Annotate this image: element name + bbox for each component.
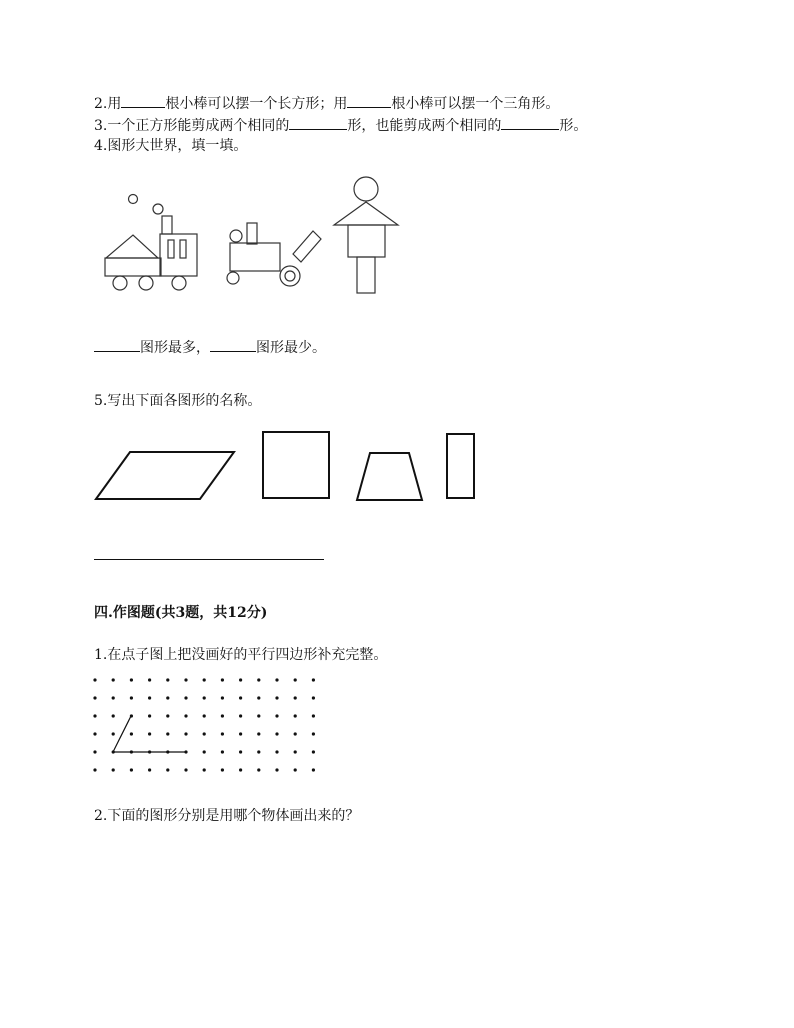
grid-dot[interactable] bbox=[166, 732, 169, 735]
grid-dot[interactable] bbox=[239, 696, 242, 699]
q2-prefix: 2.用 bbox=[94, 96, 122, 112]
grid-dot[interactable] bbox=[294, 714, 297, 717]
grid-dot[interactable] bbox=[203, 732, 206, 735]
grid-dot[interactable] bbox=[312, 696, 315, 699]
grid-dot[interactable] bbox=[275, 696, 278, 699]
grid-dot[interactable] bbox=[203, 696, 206, 699]
grid-dot[interactable] bbox=[257, 696, 260, 699]
grid-dot[interactable] bbox=[130, 696, 133, 699]
grid-dot[interactable] bbox=[294, 768, 297, 771]
grid-dot[interactable] bbox=[239, 768, 242, 771]
grid-dot[interactable] bbox=[312, 768, 315, 771]
grid-dot[interactable] bbox=[239, 678, 242, 681]
grid-dot[interactable] bbox=[221, 696, 224, 699]
grid-dot[interactable] bbox=[275, 714, 278, 717]
q3-prefix: 3.一个正方形能剪成两个相同的 bbox=[94, 118, 290, 134]
grid-dot[interactable] bbox=[148, 714, 151, 717]
grid-dot[interactable] bbox=[93, 678, 96, 681]
section-4-question-1: 1.在点子图上把没画好的平行四边形补充完整。 bbox=[94, 647, 388, 663]
parallelogram-side-slanted bbox=[113, 716, 131, 752]
grid-dot[interactable] bbox=[148, 768, 151, 771]
grid-dot[interactable] bbox=[93, 714, 96, 717]
question-5-title: 5.写出下面各图形的名称。 bbox=[94, 393, 262, 409]
grid-dot[interactable] bbox=[221, 714, 224, 717]
grid-dot[interactable] bbox=[294, 696, 297, 699]
grid-dot[interactable] bbox=[239, 714, 242, 717]
grid-dot[interactable] bbox=[184, 768, 187, 771]
grid-dot[interactable] bbox=[257, 714, 260, 717]
grid-dot[interactable] bbox=[184, 732, 187, 735]
grid-dot[interactable] bbox=[166, 696, 169, 699]
grid-dot[interactable] bbox=[275, 732, 278, 735]
q3-mid: 形，也能剪成两个相同的 bbox=[347, 118, 502, 134]
grid-dot[interactable] bbox=[112, 732, 115, 735]
grid-dot[interactable] bbox=[93, 768, 96, 771]
grid-dot[interactable] bbox=[221, 678, 224, 681]
grid-dot[interactable] bbox=[148, 732, 151, 735]
grid-dot[interactable] bbox=[148, 696, 151, 699]
grid-dot[interactable] bbox=[93, 696, 96, 699]
grid-dot[interactable] bbox=[257, 678, 260, 681]
grid-dot[interactable] bbox=[166, 714, 169, 717]
grid-dot[interactable] bbox=[184, 696, 187, 699]
grid-dot[interactable] bbox=[203, 768, 206, 771]
grid-dot[interactable] bbox=[93, 750, 96, 753]
grid-dot[interactable] bbox=[112, 678, 115, 681]
grid-dot[interactable] bbox=[221, 750, 224, 753]
grid-dot[interactable] bbox=[257, 768, 260, 771]
q2-mid: 根小棒可以摆一个长方形；用 bbox=[165, 96, 348, 112]
grid-dot[interactable] bbox=[184, 678, 187, 681]
grid-dot[interactable] bbox=[166, 678, 169, 681]
grid-dot[interactable] bbox=[294, 750, 297, 753]
grid-dot[interactable] bbox=[148, 678, 151, 681]
grid-dot[interactable] bbox=[294, 732, 297, 735]
grid-dot[interactable] bbox=[312, 732, 315, 735]
grid-dot[interactable] bbox=[112, 714, 115, 717]
q2-suffix: 根小棒可以摆一个三角形。 bbox=[391, 96, 560, 112]
grid-dot[interactable] bbox=[312, 678, 315, 681]
grid-dot[interactable] bbox=[239, 750, 242, 753]
q3-suffix: 形。 bbox=[559, 118, 588, 134]
q4-answer-suffix: 图形最少。 bbox=[256, 340, 326, 356]
question-4-title: 4.图形大世界，填一填。 bbox=[94, 138, 248, 154]
grid-dot[interactable] bbox=[275, 678, 278, 681]
grid-dot[interactable] bbox=[312, 750, 315, 753]
grid-dot[interactable] bbox=[312, 714, 315, 717]
grid-dot[interactable] bbox=[112, 768, 115, 771]
grid-dot[interactable] bbox=[221, 768, 224, 771]
grid-dot[interactable] bbox=[203, 714, 206, 717]
grid-dot[interactable] bbox=[257, 750, 260, 753]
grid-dot[interactable] bbox=[275, 768, 278, 771]
grid-dot[interactable] bbox=[184, 714, 187, 717]
grid-dot[interactable] bbox=[294, 678, 297, 681]
grid-dot[interactable] bbox=[130, 768, 133, 771]
grid-dot[interactable] bbox=[275, 750, 278, 753]
grid-dot[interactable] bbox=[221, 732, 224, 735]
grid-dot[interactable] bbox=[130, 732, 133, 735]
grid-dot[interactable] bbox=[93, 732, 96, 735]
q4-answer-mid: 图形最多， bbox=[140, 340, 210, 356]
grid-dot[interactable] bbox=[239, 732, 242, 735]
grid-dot[interactable] bbox=[112, 696, 115, 699]
section-4-question-2: 2.下面的图形分别是用哪个物体画出来的？ bbox=[94, 808, 360, 824]
section-4-heading: 四.作图题(共3题，共12分) bbox=[94, 605, 268, 621]
grid-dot[interactable] bbox=[130, 678, 133, 681]
grid-dot[interactable] bbox=[203, 750, 206, 753]
grid-dot[interactable] bbox=[203, 678, 206, 681]
grid-dot[interactable] bbox=[166, 768, 169, 771]
grid-dot[interactable] bbox=[257, 732, 260, 735]
